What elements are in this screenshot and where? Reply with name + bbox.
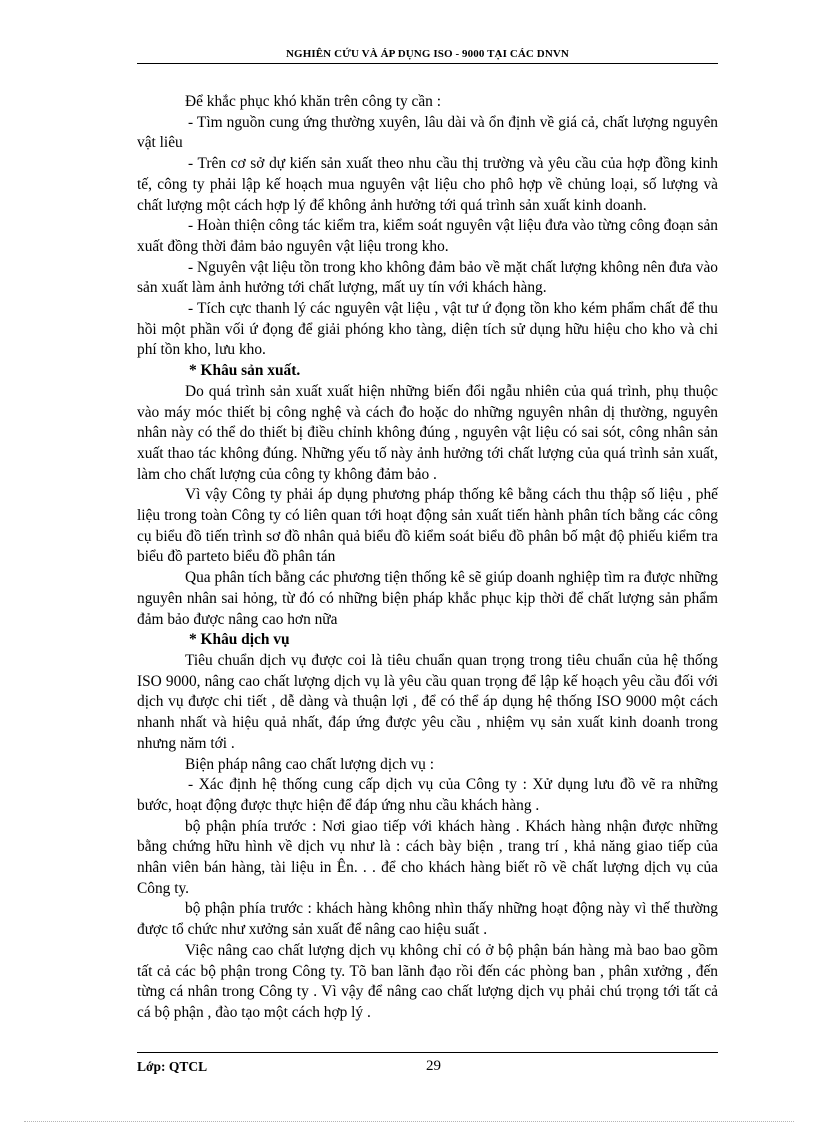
paragraph: Tiêu chuẩn dịch vụ được coi là tiêu chuẩn quan trọng trong tiêu chuẩn của hệ thống ISO 9000, nâng cao chất lượng dịch vụ là yêu cầu quan trọng để lập kế hoạch yêu cầu đối với dịch vụ được chi tiết , dễ dàng và thuận lợi , để có thể áp dụng hệ thống ISO 9000 một cách nhanh nhất và hiệu quả nhất, đáp ứng được yêu cầu , nhiệm vụ sản xuất kinh doanh trong nhưng năm tới . — [137, 651, 718, 752]
page-number: 29 — [426, 1058, 441, 1074]
page-header-title: NGHIÊN CỨU VÀ ÁP DỤNG ISO - 9000 TẠI CÁC DNVN — [286, 48, 569, 60]
footer-class-label: Lớp: QTCL — [137, 1059, 208, 1074]
page-bottom-dotted-line — [24, 1121, 794, 1122]
bullet-item: - Tìm nguồn cung ứng thường xuyên, lâu dài và ổn định về giá cả, chất lượng nguyên vật liêu — [137, 113, 718, 152]
footer-divider — [137, 1052, 718, 1053]
paragraph: Biện pháp nâng cao chất lượng dịch vụ : — [185, 755, 434, 773]
paragraph: Việc nâng cao chất lượng dịch vụ không chỉ có ở bộ phận bán hàng mà bao bao gồm tất cả các bộ phận trong Công ty. Tõ ban lãnh đạo rồi đến các phòng ban , phân xưởng , đến từng cá nhân trong Công ty . Vì vậy để nâng cao chất lượng dịch vụ phải chú trọng tới tất cả cá bộ phận , đào tạo một cách hợp lý . — [137, 941, 718, 1021]
paragraph: Do quá trình sản xuất xuất hiện những biến đổi ngẫu nhiên của quá trình, phụ thuộc vào máy móc thiết bị công nghệ và cách đo hoặc do những nguyên nhân dị thường, nguyên nhân này có thể do thiết bị điều chỉnh không đúng , nguyên vật liệu có sai sót, công nhân sản xuất thao tác không đúng. Những yếu tố này ảnh hưởng tới chất lượng của quá trình sản xuất, làm cho chất lượng của công ty không đảm bảo . — [137, 382, 718, 483]
paragraph: bộ phận phía trước : khách hàng không nhìn thấy những hoạt động này vì thế thường được tổ chức như xưởng sản xuất để nâng cao hiệu suất . — [137, 900, 718, 939]
bullet-item: - Hoàn thiện công tác kiểm tra, kiểm soát nguyên vật liệu đưa vào từng công đoạn sản xuất đồng thời đảm bảo nguyên vật liệu trong kho. — [137, 217, 718, 255]
section-heading-production: * Khâu sản xuất. — [189, 362, 301, 380]
bullet-item: - Trên cơ sở dự kiến sản xuất theo nhu cầu thị trường và yêu cầu của hợp đồng kinh tế, công ty phải lập kế hoạch mua nguyên vật liệu cho phô hợp về chủng loại, số lượng và chất lượng một cách hợp lý để không ảnh hưởng tới quá trình sản xuất kinh doanh. — [137, 155, 718, 214]
bullet-item: - Xác định hệ thống cung cấp dịch vụ của Công ty : Xử dụng lưu đồ vẽ ra những bước, hoạt động được thực hiện để đáp ứng nhu cầu khách hàng . — [137, 776, 718, 814]
document-body — [137, 92, 718, 1024]
paragraph: Qua phân tích bằng các phương tiện thống kê sẽ giúp doanh nghiệp tìm ra được những nguyên nhân sai hỏng, từ đó có những biện pháp khắc phục kịp thời để chất lượng sản phẩm đảm bảo được nâng cao hơn nữa — [137, 569, 718, 628]
paragraph: Để khắc phục khó khăn trên công ty cần : — [185, 93, 441, 110]
paragraph: bộ phận phía trước : Nơi giao tiếp với khách hàng . Khách hàng nhận được những bằng chứng hữu hình về dịch vụ như là : cách bày biện , trang trí , khả năng giao tiếp của nhân viên bán hàng, tài liệu in Ên. . . để cho khách hàng biết rõ về chất lượng dịch vụ của Công ty. — [137, 817, 718, 897]
bullet-item: - Tích cực thanh lý các nguyên vật liệu , vật tư ứ đọng tồn kho kém phẩm chất để thu hồi một phần vối ứ đọng để giải phóng kho tàng, diện tích sử dụng hữu hiệu cho kho và chi phí tồn kho, lưu kho. — [137, 300, 718, 359]
header-divider — [137, 63, 718, 64]
paragraph: Vì vậy Công ty phải áp dụng phương pháp thống kê bằng cách thu thập số liệu , phế liệu trong toàn Công ty có liên quan tới hoạt động sản xuất tiến hành phân tích bằng các công cụ biểu đồ tiến trình sơ đồ nhân quả biểu đồ kiểm soát biểu đồ phân bố mật độ phiếu kiểm tra biểu đồ parteto biểu đồ phân tán — [137, 486, 718, 566]
bullet-item: - Nguyên vật liệu tồn trong kho không đảm bảo về mặt chất lượng không nên đưa vào sản xuất làm ảnh hưởng tới chất lượng, mất uy tín với khách hàng. — [137, 258, 718, 297]
section-heading-service: * Khâu dịch vụ — [189, 631, 290, 649]
